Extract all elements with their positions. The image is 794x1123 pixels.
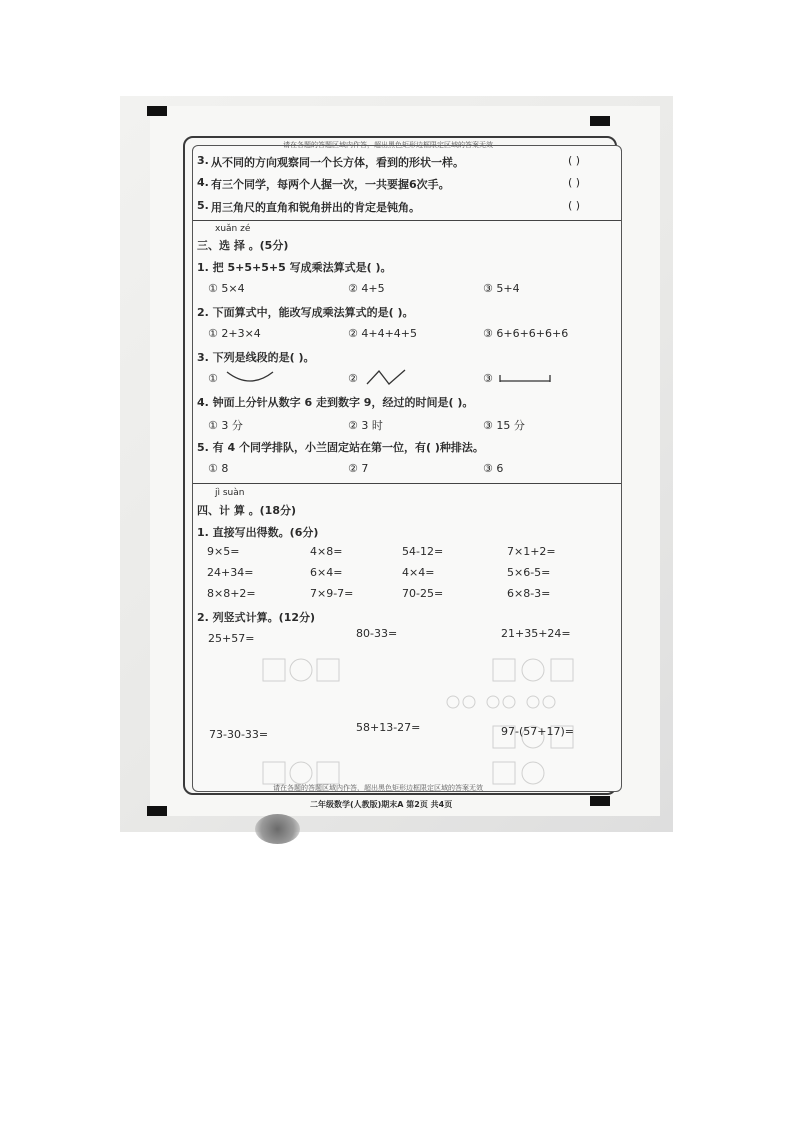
judge-q5-text: 用三角尺的直角和锐角拼出的肯定是钝角。 <box>211 201 420 214</box>
choice-q1-stem: 1. 把 5+5+5+5 写成乘法算式是( )。 <box>197 261 392 274</box>
judge-q4-answer[interactable]: ( ) <box>568 176 581 189</box>
mental-math-item[interactable]: 8×8+2= <box>207 587 256 600</box>
section3-pinyin: xuǎn zé <box>215 224 251 234</box>
page-footer: 二年级数学(人教版)期末A 第2页 共4页 <box>310 800 453 809</box>
choice-q3-stem: 3. 下列是线段的是( )。 <box>197 351 315 364</box>
mental-math-heading: 1. 直接写出得数。(6分) <box>197 526 319 539</box>
registration-mark <box>147 106 167 116</box>
choice-q4-stem: 4. 钟面上分针从数字 6 走到数字 9，经过的时间是( )。 <box>197 396 474 409</box>
answer-area <box>192 141 622 792</box>
footer-note: 请在各题的答题区域内作答，超出黑色矩形边框限定区域的答案无效 <box>273 784 483 792</box>
mental-math-item[interactable]: 7×1+2= <box>507 545 556 558</box>
mental-math-item[interactable]: 4×4= <box>402 566 435 579</box>
section4-title: 四、计 算 。(18分) <box>197 504 297 517</box>
vertical-calc-heading: 2. 列竖式计算。(12分) <box>197 611 316 624</box>
choice-q2-option-a[interactable]: ① 2+3×4 <box>208 327 261 340</box>
mental-math-item[interactable]: 6×8-3= <box>507 587 551 600</box>
mental-math-item[interactable]: 9×5= <box>207 545 240 558</box>
choice-q2-option-b[interactable]: ② 4+4+4+5 <box>348 327 418 340</box>
vertical-calc-item[interactable]: 73-30-33= <box>209 728 269 741</box>
choice-q5-stem: 5. 有 4 个同学排队，小兰固定站在第一位，有( )种排法。 <box>197 441 484 454</box>
choice-q2-option-c[interactable]: ③ 6+6+6+6+6 <box>483 327 569 340</box>
choice-q4-option-b[interactable]: ② 3 时 <box>348 419 383 432</box>
choice-q5-option-a[interactable]: ① 8 <box>208 462 229 475</box>
judge-q3-number: 3. <box>197 154 209 167</box>
choice-q1-option-a[interactable]: ① 5×4 <box>208 282 245 295</box>
choice-q5-option-b[interactable]: ② 7 <box>348 462 369 475</box>
choice-q4-option-a[interactable]: ① 3 分 <box>208 419 243 432</box>
choice-q1-option-b[interactable]: ② 4+5 <box>348 282 385 295</box>
mental-math-item[interactable]: 5×6-5= <box>507 566 551 579</box>
vertical-calc-item[interactable]: 21+35+24= <box>501 627 571 640</box>
choice-q2-stem: 2. 下面算式中，能改写成乘法算式的是( )。 <box>197 306 414 319</box>
choice-q3-option-b[interactable]: ② <box>348 372 358 385</box>
vertical-calc-item[interactable]: 25+57= <box>208 632 255 645</box>
mental-math-item[interactable]: 70-25= <box>402 587 444 600</box>
judge-q5-answer[interactable]: ( ) <box>568 199 581 212</box>
exam-sheet <box>150 106 660 816</box>
vertical-calc-item[interactable]: 97-(57+17)= <box>501 725 574 738</box>
choice-q3-option-a[interactable]: ① <box>208 372 218 385</box>
registration-mark <box>590 796 610 806</box>
answer-frame <box>183 136 617 795</box>
judge-q4-text: 有三个同学，每两个人握一次，一共要握6次手。 <box>211 178 450 191</box>
mental-math-item[interactable]: 24+34= <box>207 566 254 579</box>
judge-q3-answer[interactable]: ( ) <box>568 154 581 167</box>
curve-figure <box>225 368 275 384</box>
mental-math-item[interactable]: 54-12= <box>402 545 444 558</box>
section-divider <box>193 483 621 484</box>
mental-math-item[interactable]: 4×8= <box>310 545 343 558</box>
vertical-calc-item[interactable]: 58+13-27= <box>356 721 421 734</box>
choice-q1-option-c[interactable]: ③ 5+4 <box>483 282 520 295</box>
scanned-photo <box>120 96 673 832</box>
choice-q4-option-c[interactable]: ③ 15 分 <box>483 419 525 432</box>
section4-pinyin: jì suàn <box>215 488 245 498</box>
vertical-calc-item[interactable]: 80-33= <box>356 627 398 640</box>
registration-mark <box>590 116 610 126</box>
mental-math-item[interactable]: 7×9-7= <box>310 587 354 600</box>
mental-math-item[interactable]: 6×4= <box>310 566 343 579</box>
choice-q5-option-c[interactable]: ③ 6 <box>483 462 504 475</box>
judge-q4-number: 4. <box>197 176 209 189</box>
section-divider <box>193 220 621 221</box>
registration-mark <box>147 806 167 816</box>
finger-shadow <box>255 814 300 844</box>
zigzag-figure <box>365 368 407 386</box>
judge-q5-number: 5. <box>197 199 209 212</box>
show-through-figures <box>253 654 613 794</box>
header-note: 请在各题的答题区域内作答，超出黑色矩形边框限定区域的答案无效 <box>283 141 493 149</box>
judge-q3-text: 从不同的方向观察同一个长方体，看到的形状一样。 <box>211 156 464 169</box>
choice-q3-option-c[interactable]: ③ <box>483 372 493 385</box>
segment-figure <box>497 372 553 384</box>
section3-title: 三、选 择 。(5分) <box>197 239 289 252</box>
